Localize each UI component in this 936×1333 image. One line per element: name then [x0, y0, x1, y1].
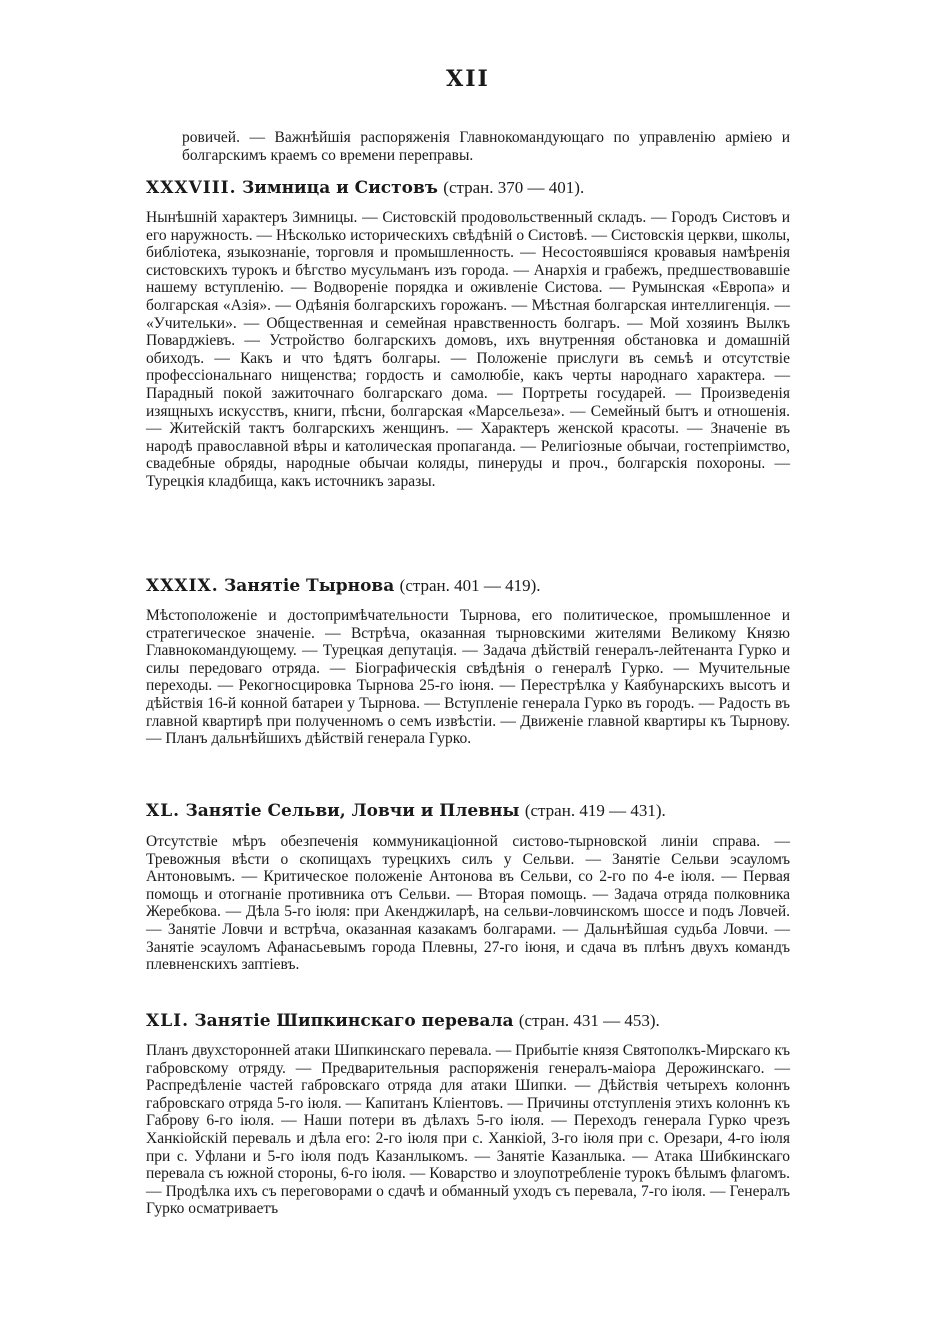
chapter-numeral: XXXIX.: [146, 576, 219, 596]
chapter-summary-xxxviii: Нынѣшній характеръ Зимницы. — Систовскій продовольственный складъ. — Городъ Систовъ и его наружность. — Нѣсколько историческихъ свѣдѣній о Систовѣ. — Систовскія церкви, школы, библіотека, языкознаніе, торговля и промышленность. — Несостоявшіяся кровавыя намѣренія систовскихъ турокъ и бѣгство мусульманъ изъ города. — Анархія и грабежъ, предшествовавшіе нашему вступленію. — Водвореніе порядка и оживленіе Систова. — Румынская «Европа» и болгарская «Азія». — Одѣянія болгарскихъ горожанъ. — Мѣстная болгарская интеллигенція. — «Учительки». — Общественная и семейная нравственность болгаръ. — Мой хозяинъ Вылкъ Поварджіевъ. — Устройство болгарскихъ домовъ, ихъ внутренняя обстановка и домашній обиходъ. — Какъ и что ѣдятъ болгары. — Положеніе прислуги въ семьѣ и отсутствіе профессіональнаго нищенства; гордость и самолюбіе, какъ черты народнаго характера. — Парадный покой зажиточнаго болгарскаго дома. — Портреты государей. — Произведенія изящныхъ искусствъ, книги, пѣсни, болгарская «Марсельеза». — Семейный бытъ и отношенія. — Житейскій тактъ болгарскихъ женщинъ. — Характеръ женской красоты. — Значеніе въ народѣ православной вѣры и католическая пропаганда. — Религіозные обычаи, гостепріимство, свадебные обряды, народные обычаи коляды, пинеруды и проч., болгарскія похороны. — Турецкія кладбища, какъ источникъ заразы.: [146, 209, 790, 490]
chapter-summary-xxxix: Мѣстоположеніе и достопримѣчательности Тырнова, его политическое, промышленное и стратегическое значеніе. — Встрѣча, оказанная тырновскими жителями Великому Князю Главнокомандующему. — Турецкая депутація. — Задача дѣйствій генералъ-лейтенанта Гурко и силы передоваго отряда. — Біографическія свѣдѣнія о генералѣ Гурко. — Мучительные переходы. — Рекогносцировка Тырнова 25-го іюня. — Перестрѣлка у Каябунарскихъ высотъ и дѣйствія 16-й конной батареи у Тырнова. — Вступленіе генерала Гурко въ городъ. — Радость въ главной квартирѣ при полученномъ о семъ извѣстіи. — Движеніе главной квартиры къ Тырнову. — Планъ дальнѣйшихъ дѣйствій генерала Гурко.: [146, 607, 790, 748]
chapter-pages: (стран. 419 — 431).: [524, 801, 666, 820]
chapter-pages: (стран. 431 — 453).: [518, 1011, 660, 1030]
chapter-pages: (стран. 401 — 419).: [399, 576, 541, 595]
intro-paragraph: ровичей. — Важнѣйшія распоряженія Главнокомандующаго по управленію арміею и болгарскимъ краемъ со времени переправы.: [182, 129, 790, 164]
chapter-numeral: XL.: [146, 801, 181, 821]
chapter-title: Занятіе Шипкинскаго перевала: [194, 1011, 514, 1031]
chapter-summary-xl: Отсутствіе мѣръ обезпеченія коммуникаціонной систово-тырновской линіи справа. — Тревожныя вѣсти о скопищахъ турецкихъ силъ у Сельви. — Занятіе Сельви эсауломъ Антоновымъ. — Критическое положеніе Антонова въ Сельви, со 2-го по 4-е іюля. — Первая помощь и отогнаніе противника отъ Сельви. — Вторая помощь. — Задача отряда полковника Жеребкова. — Дѣла 5-го іюля: при Акенджиларѣ, на сельви-ловчинскомъ шоссе и подъ Ловчей. — Занятіе Ловчи и встрѣча, оказанная казакамъ болгарами. — Дальнѣйшая судьба Ловчи. — Занятіе эсауломъ Афанасьевымъ города Плевны, 27-го іюня, и сдача въ плѣнъ двухъ командъ плевненскихъ заптіевъ.: [146, 833, 790, 974]
chapter-heading-xli: [146, 1011, 660, 1031]
page-number: XII: [446, 66, 490, 92]
chapter-heading-xxxix: [146, 576, 541, 596]
chapter-pages: (стран. 370 — 401).: [443, 178, 585, 197]
chapter-heading-xxxviii: [146, 178, 584, 198]
chapter-numeral: XLI.: [146, 1011, 190, 1031]
chapter-summary-xli: Планъ двухсторонней атаки Шипкинскаго перевала. — Прибытіе князя Святополкъ-Мирскаго къ габровскому отряду. — Предварительныя распоряженія генералъ-маіора Дерожинскаго. — Распредѣленіе частей габровскаго отряда для атаки Шипки. — Дѣйствія четырехъ колоннъ габровскаго отряда 5-го іюля. — Капитанъ Кліентовъ. — Причины отступленія этихъ колоннъ къ Габрову 6-го іюля. — Наши потери въ дѣлахъ 5-го іюля. — Переходъ генерала Гурко чрезъ Ханкіойскій переваль и дѣла его: 2-го іюля при с. Ханкіой, 3-го іюля при с. Орезари, 4-го іюля при с. Уфлани и 5-го іюля подъ Казанлыкомъ. — Занятіе Казанлыка. — Атака Шибкинскаго перевала съ южной стороны, 6-го іюля. — Коварство и злоупотребленіе турокъ бѣлымъ флагомъ. — Продѣлка ихъ съ переговорами о сдачѣ и обманный уходъ съ перевала, 7-го іюля. — Генералъ Гурко осматриваетъ: [146, 1042, 790, 1218]
chapter-title: Занятіе Сельви, Ловчи и Плевны: [185, 801, 520, 821]
chapter-heading-xl: [146, 801, 666, 821]
chapter-numeral: XXXVIII.: [146, 178, 237, 198]
chapter-title: Зимница и Систовъ: [241, 178, 438, 198]
chapter-title: Занятіе Тырнова: [224, 576, 395, 596]
